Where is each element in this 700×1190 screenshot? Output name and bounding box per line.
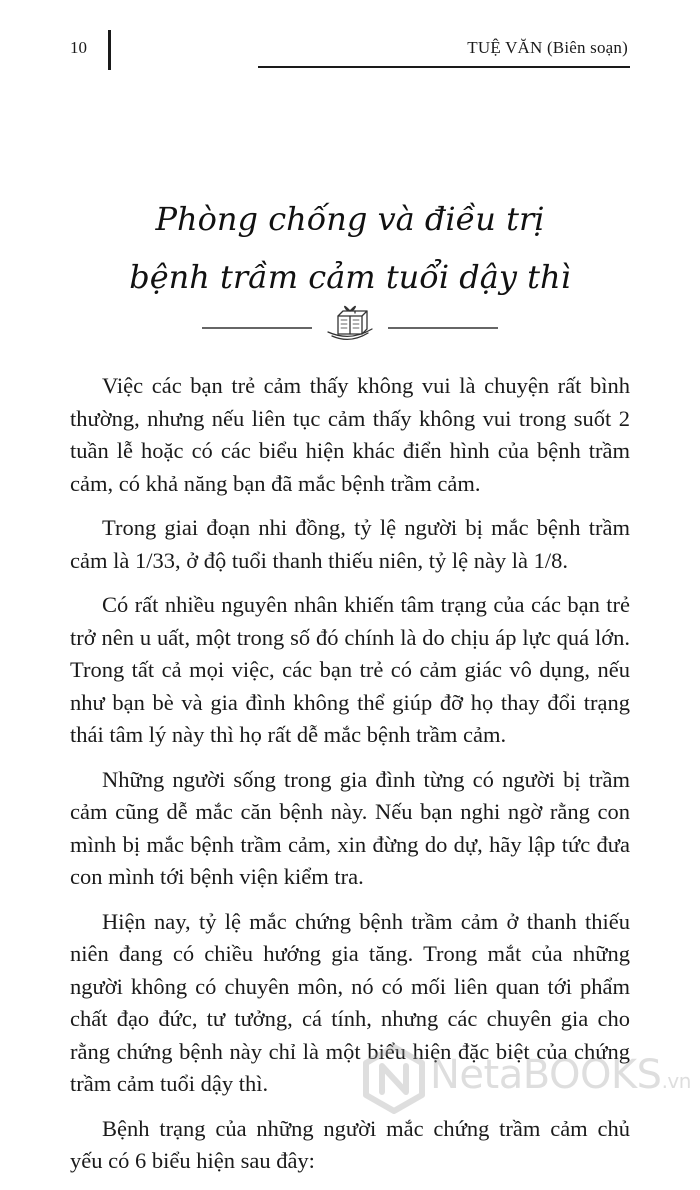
chapter-title-line-2: bệnh trầm cảm tuổi dậy thì xyxy=(129,258,571,296)
running-title: TUỆ VĂN (Biên soạn) xyxy=(467,38,628,57)
paragraph: Trong giai đoạn nhi đồng, tỷ lệ người bị mắc bệnh trầm cảm là 1/33, ở độ tuổi thanh thiếu niên, tỷ lệ này là 1/8. xyxy=(70,515,630,573)
header-divider-bar xyxy=(108,30,111,70)
paragraph: Hiện nay, tỷ lệ mắc chứng bệnh trầm cảm ở thanh thiếu niên đang có chiều hướng gia tăng. Trong mắt của những người không có chuyên môn, nó có mối liên quan tới phẩm chất đạo đức, tư tưởng, cá tính, nhưng các chuyên gia cho rằng chứng bệnh này chỉ là một biểu hiện đặc biệt của chứng trầm cảm tuổi dậy thì. xyxy=(70,908,630,1096)
page-number: 10 xyxy=(70,38,87,57)
paragraph: Những người sống trong gia đình từng có người bị trầm cảm cũng dễ mắc căn bệnh này. Nếu bạn nghi ngờ rằng con mình bị mắc bệnh trầm cảm, xin đừng do dự, hãy lập tức đưa con mình tới bệnh viện kiểm tra. xyxy=(70,766,630,889)
netabooks-logo-icon xyxy=(362,1044,426,1114)
chapter-title-line-1: Phòng chống và điều trị xyxy=(155,200,545,238)
header-rule xyxy=(258,66,630,68)
watermark-brand: NetaBOOKS xyxy=(430,1052,662,1098)
title-ornament xyxy=(200,302,500,346)
watermark xyxy=(360,1038,700,1120)
ornament-divider xyxy=(200,302,500,346)
paragraph: Có rất nhiều nguyên nhân khiến tâm trạng của các bạn trẻ trở nên u uất, một trong số đó chính là do chịu áp lực quá lớn. Trong tất cả mọi việc, các bạn trẻ có cảm giác vô dụng, nếu như bạn bè và gia đình không thể giúp đỡ họ thay đổi trạng thái tâm lý này thì họ rất dễ mắc bệnh trầm cảm. xyxy=(70,592,630,747)
page-header xyxy=(0,0,700,75)
chapter-title xyxy=(90,190,610,306)
watermark-suffix: .vn xyxy=(661,1069,691,1093)
paragraph: Bệnh trạng của những người mắc chứng trầm cảm chủ yếu có 6 biểu hiện sau đây: xyxy=(70,1115,630,1173)
gift-box-icon xyxy=(328,306,372,339)
paragraph: Việc các bạn trẻ cảm thấy không vui là chuyện rất bình thường, nhưng nếu liên tục cảm thấy không vui trong suốt 2 tuần lễ hoặc có các biểu hiện khác điển hình của bệnh trầm cảm, có khả năng bạn đã mắc bệnh trầm cảm. xyxy=(70,373,630,496)
watermark-text xyxy=(430,1050,691,1106)
